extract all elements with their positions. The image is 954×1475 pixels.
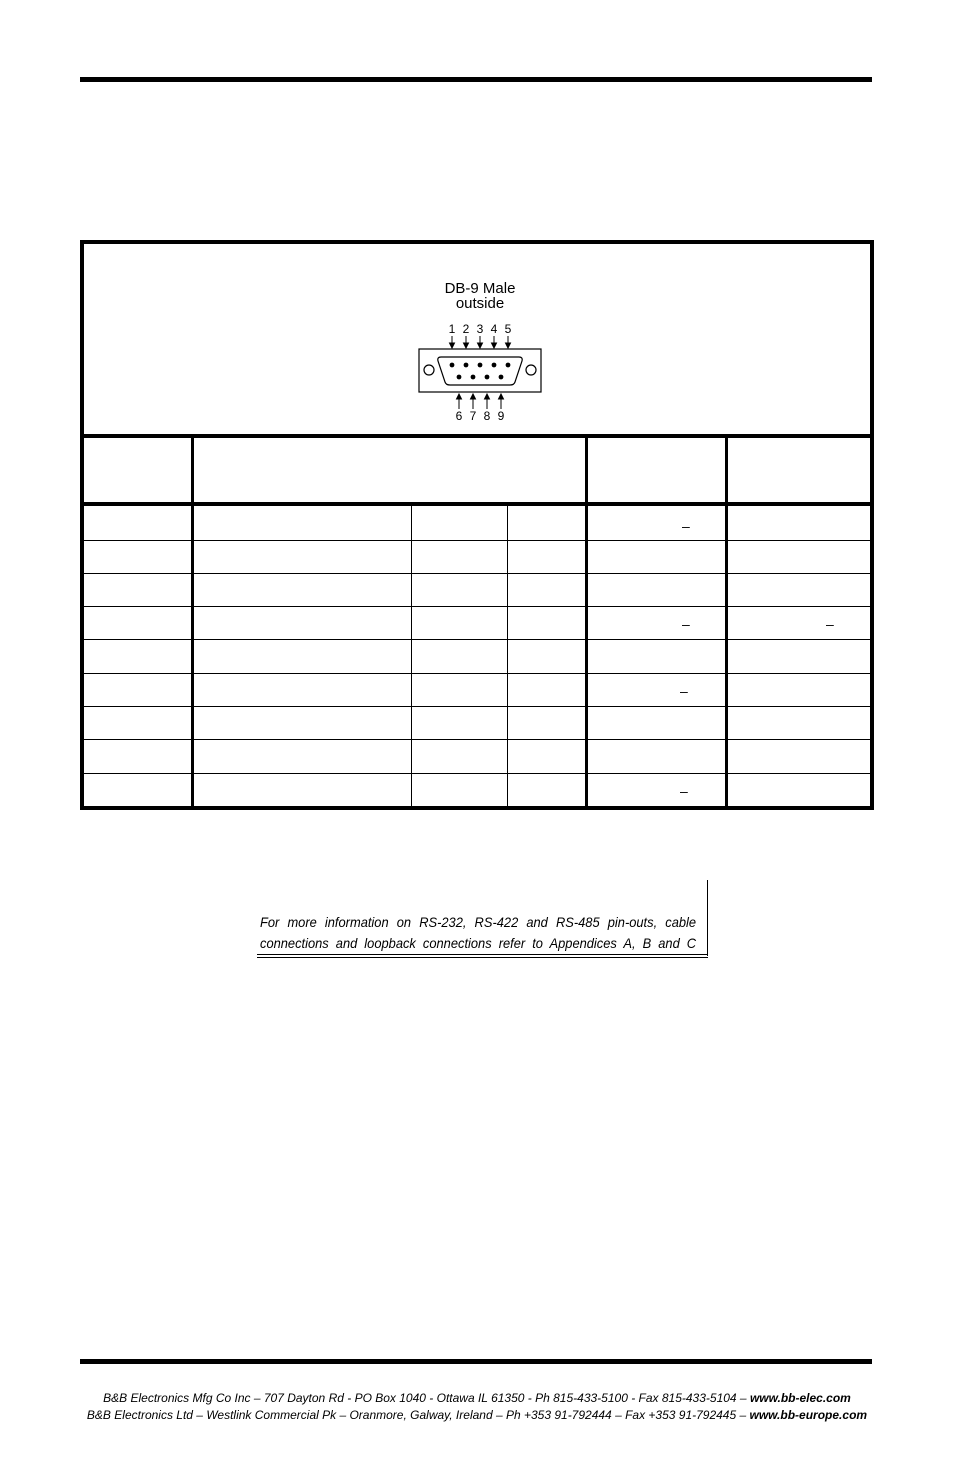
overbar-mark: – (680, 683, 688, 699)
column-divider (507, 506, 508, 810)
row-divider (84, 773, 870, 774)
row-divider (84, 573, 870, 574)
footer-line-2 (0, 1407, 954, 1424)
top-pin-labels (449, 322, 512, 336)
pin-label: 6 (455, 409, 463, 423)
note-underline (257, 957, 708, 958)
bottom-pin-labels (456, 409, 505, 423)
overbar-mark: – (826, 616, 834, 632)
pin-label: 1 (448, 322, 456, 336)
pin-label: 5 (504, 322, 512, 336)
header-rule (80, 77, 872, 82)
footer-rule (80, 1359, 872, 1364)
table-header-bottom-rule (84, 502, 870, 506)
row-divider (84, 739, 870, 740)
footer-address-eu: B&B Electronics Ltd – Westlink Commercial Pk – Oranmore, Galway, Ireland – Ph +353 91-792444 – Fax +353 91-792445 – (86, 1408, 750, 1422)
diagram-title-line2: outside (455, 295, 505, 312)
table-header-top-rule (84, 434, 870, 438)
row-divider (84, 540, 870, 541)
overbar-mark: – (680, 783, 688, 799)
pin-label: 9 (497, 409, 505, 423)
diagram-title-line1: DB-9 Male (444, 280, 516, 297)
column-divider (191, 434, 194, 810)
footer-link-us[interactable]: www.bb-elec.com (749, 1391, 851, 1405)
pinout-table (80, 240, 874, 810)
pin-label: 4 (490, 322, 498, 336)
row-divider (84, 606, 870, 607)
db9-connector-diagram (84, 244, 870, 434)
row-divider (84, 673, 870, 674)
column-divider (411, 506, 412, 810)
note-side-rule (707, 880, 708, 956)
column-divider (585, 434, 588, 810)
top-pin-arrows (450, 336, 511, 348)
db9-pins (450, 363, 511, 380)
overbar-mark: – (682, 518, 690, 534)
overbar-mark: – (682, 616, 690, 632)
pin-label: 3 (476, 322, 484, 336)
column-divider (725, 434, 728, 810)
row-divider (84, 706, 870, 707)
pin-label: 7 (469, 409, 477, 423)
footer-link-eu[interactable]: www.bb-europe.com (749, 1408, 868, 1422)
note-underline (257, 954, 708, 955)
db9-shell (419, 349, 541, 392)
note-text: For more information on RS-232, RS-422 and RS-485 pin-outs, cable connections and loopback connections refer to Appendices A, B and C (260, 914, 697, 951)
bottom-pin-arrows (457, 394, 504, 409)
footer-address-us: B&B Electronics Mfg Co Inc – 707 Dayton Rd - PO Box 1040 - Ottawa IL 61350 - Ph 815-433-5100 - Fax 815-433-5104 – (103, 1391, 750, 1405)
appendix-note (257, 880, 708, 958)
row-divider (84, 639, 870, 640)
footer-line-1 (0, 1390, 954, 1407)
pin-label: 8 (483, 409, 491, 423)
pin-label: 2 (462, 322, 470, 336)
